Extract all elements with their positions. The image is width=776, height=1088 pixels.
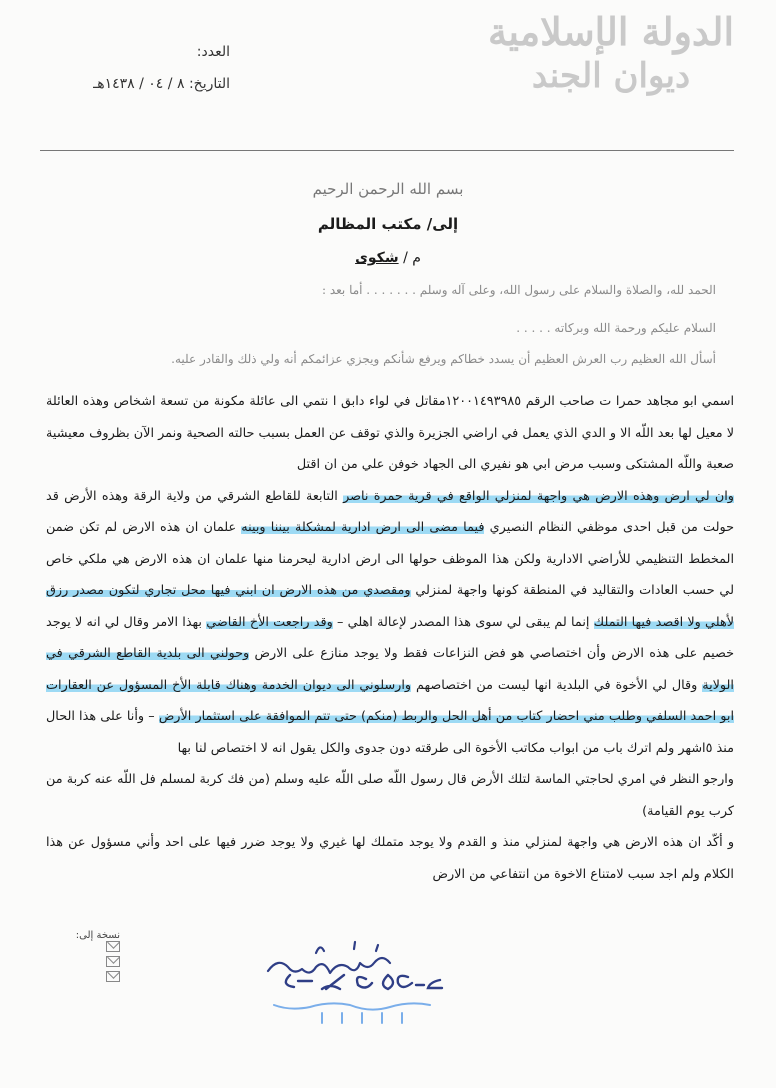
preamble-hamd: الحمد لله، والصلاة والسلام على رسول الله، وعلى آله وسلم . . . . . . . أما بعد : <box>321 283 716 297</box>
subject-label: م / <box>403 250 421 266</box>
body-paragraph-1: اسمي ابو مجاهد حمرا ت صاحب الرقم ١٢٠٠١٤٩٣٩٨٥مقاتل في لواء دابق ا نتمي الى عائلة مكونة من تسعة اشخاص وهذه العائلة لا معيل لها بعد اللّه الا و الدي الذي يعمل في اراضي الجزيرة والذي توقف عن العمل بسبب حالته الصحية ونمر الآن بظروف معيشية صعبة واللّه المشتكى وسبب مرض ابي هو نفيري الى الجهاد خوفن علي من ان اقتل <box>46 394 734 472</box>
highlight-4: وقد راجعت الأخ القاضي <box>206 614 333 630</box>
handwritten-annotation-drawing <box>140 935 460 1035</box>
date-line <box>40 68 230 100</box>
letterhead-watermark <box>486 8 736 96</box>
envelope-icon <box>106 971 120 982</box>
date-label: التاريخ: <box>188 76 230 92</box>
subject-value: شكوى <box>355 250 399 266</box>
body-paragraph-4: و أكّد ان هذه الارض هي واجهة لمنزلي منذ و القدم ولا يوجد متملك لها غيري ولا يوجد ضرر فيها على احد وأني مسؤول عن هذا الكلام ولم اجد سبب لامتناع الاخوة من انتفاعي من الارض <box>46 835 734 882</box>
header-divider <box>40 150 734 151</box>
p2-text-6: – وأنا على هذا الحال منذ ٥اشهر ولم اترك باب من ابواب مكاتب الأخوة الى طرقته دون جدوى والكل يقول انه لا اختصاص لنا بها <box>46 709 734 756</box>
body-paragraph-2 <box>46 481 734 765</box>
letterhead-line2: ديوان الجند <box>531 56 691 96</box>
highlight-6: وارسلوني الى ديوان الخدمة وهناك قابلة الأخ المسؤول عن العقارات ابو احمد السلفي وطلب مني احضار كتاب من أهل الحل والربط (منكم) حتى تتم الموافقة على استثمار الأرض <box>46 677 735 724</box>
recipient-line: إلى/ مكتب المظالم <box>317 215 459 233</box>
preamble-salam: السلام عليكم ورحمة الله وبركاته . . . . . <box>516 321 716 335</box>
p2-text-3: إنما لم يبقى لي سوى هذا المصدر لإعالة اهلي – <box>332 614 594 630</box>
subject-line <box>0 250 776 266</box>
date-value: ٨ / ٠٤ / ١٤٣٨هـ <box>93 76 185 92</box>
letter-body <box>46 386 734 890</box>
highlight-2: فيما مضى الى ارض ادارية لمشكلة بيننا وبينه <box>241 520 485 535</box>
reference-block <box>40 36 230 100</box>
highlight-5: وحولني الى بلدية القاطع الشرقي في الولاية <box>46 646 734 693</box>
copy-to-label: نسخة إلى: <box>75 930 120 941</box>
highlight-1: وان لي ارض وهذه الارض هي واجهة لمنزلي الواقع في قرية حمرة ناصر <box>343 488 734 504</box>
handwritten-annotation <box>140 935 460 1035</box>
p2-text-1: التابعة للقاطع الشرقي من ولاية الرقة وهذه الأرض قد حولت من قبل احدى موظفي النظام النصيري <box>46 488 734 535</box>
body-paragraph-3: وارجو النظر في امري لحاجتي الماسة لتلك الأرض قال رسول اللّه صلى اللّه عليه وسلم (من فك كربة لمسلم فل اللّه عنه كربة من كرب يوم القيامة) <box>46 772 734 819</box>
p2-text-4: بهذا الامر وقال لي انه لا يوجد خصيم على هذه الارض وأن اختصاصي هو فض النزاعات فقط ولا يوجد منازع على الارض <box>46 614 734 661</box>
basmala: بسم الله الرحمن الرحيم <box>312 180 464 198</box>
preamble-dua: أسأل الله العظيم رب العرش العظيم أن يسدد خطاكم ويرفع شأنكم ويجزي عزائمكم أنه ولي ذلك والقادر عليه. <box>171 352 716 366</box>
p2-text-5: وقال لي الأخوة في البلدية انها ليست من اختصاصهم <box>411 677 703 693</box>
copy-to-block <box>40 930 120 986</box>
number-label: العدد: <box>196 44 230 60</box>
p2-text-2: علمان ان هذه الارض لم تكن ضمن المخطط التنظيمي للأراضي الادارية ولكن هذا الموظف حولها الى ارض ادارية ليحرمنا منها علمان ان هذه الارض هي ملكي خاص لي حسب العادات والتقاليد في المنطقة كونها واجهة لمنزلي <box>46 520 734 598</box>
letterhead-line1: الدولة الإسلامية <box>487 9 735 54</box>
highlight-3: ومقصدي من هذه الارض ان ابني فيها محل تجاري لتكون مصدر رزق لأهلي ولا اقصد فيها التملك <box>46 583 735 630</box>
